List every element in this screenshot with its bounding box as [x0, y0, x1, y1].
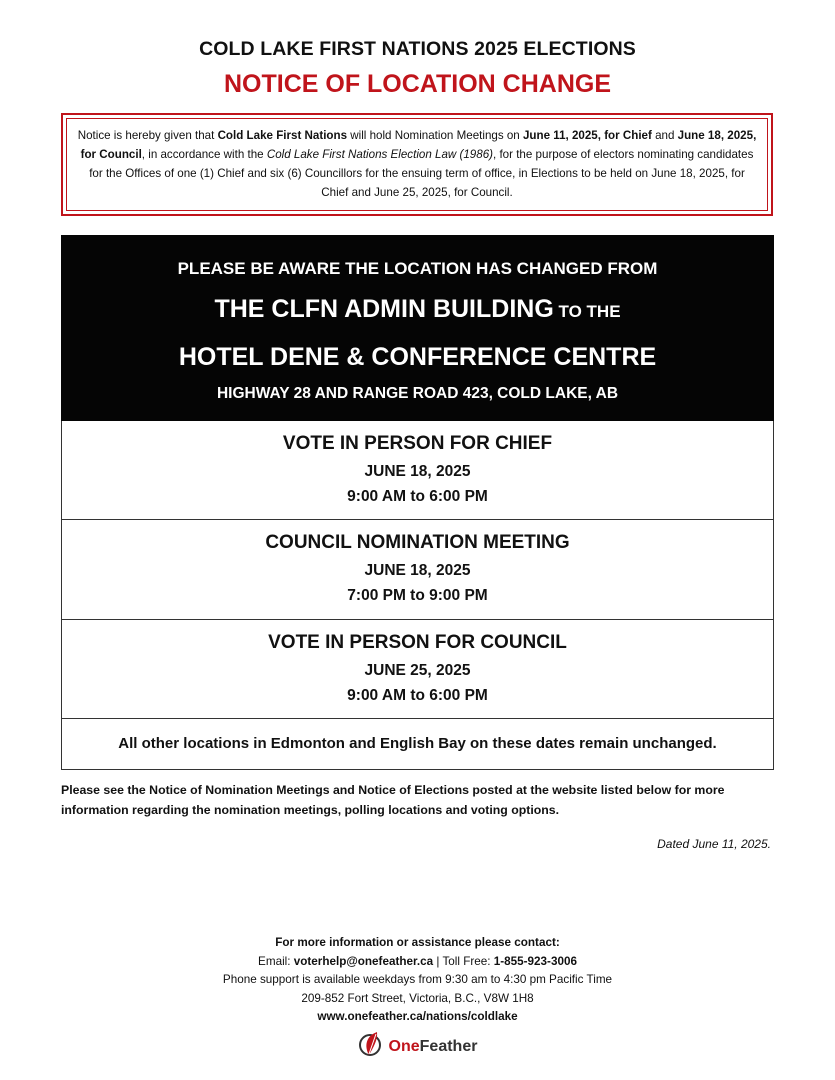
schedule-row [62, 421, 773, 520]
notice-text-3: and [651, 129, 678, 142]
mailing-address: 209-852 Fort Street, Victoria, B.C., V8W 1H8 [301, 991, 534, 1005]
logo-word-feather: Feather [419, 1037, 478, 1055]
dated-line: Dated June 11, 2025. [657, 837, 771, 851]
toll-free-number[interactable]: 1-855-923-3006 [493, 954, 577, 968]
notice-bold-chief-date: June 11, 2025, for Chief [522, 129, 652, 142]
phone-support-hours: Phone support is available weekdays from 9:30 am to 4:30 pm Pacific Time [222, 973, 613, 986]
old-location: THE CLFN ADMIN BUILDING [214, 295, 554, 323]
event-time: 9:00 AM to 6:00 PM [347, 687, 488, 704]
page-subtitle: NOTICE OF LOCATION CHANGE [223, 70, 612, 98]
new-location-address: HIGHWAY 28 AND RANGE ROAD 423, COLD LAKE, AB [216, 385, 619, 402]
notice-text-1: Notice is hereby given that [77, 129, 218, 142]
notice-text [66, 118, 768, 211]
event-date: JUNE 25, 2025 [364, 662, 471, 679]
unchanged-locations-note: All other locations in Edmonton and English Bay on these dates remain unchanged. [118, 735, 717, 752]
notice-text-2: will hold Nomination Meetings on [347, 129, 523, 142]
event-title: VOTE IN PERSON FOR CHIEF [282, 433, 553, 454]
notice-election-law: Cold Lake First Nations Election Law (1986) [266, 148, 494, 161]
location-from [61, 295, 774, 324]
email-link[interactable]: voterhelp@onefeather.ca [293, 954, 434, 968]
event-title: COUNCIL NOMINATION MEETING [265, 532, 570, 553]
schedule-row [62, 620, 773, 719]
location-change-intro: PLEASE BE AWARE THE LOCATION HAS CHANGED FROM [177, 259, 658, 278]
event-time: 7:00 PM to 9:00 PM [347, 587, 488, 604]
unchanged-locations-row [62, 719, 773, 770]
page-title: COLD LAKE FIRST NATIONS 2025 ELECTIONS [199, 38, 636, 60]
new-location: HOTEL DENE & CONFERENCE CENTRE [178, 343, 657, 371]
toll-free-label: | Toll Free: [433, 954, 494, 968]
event-date: JUNE 18, 2025 [364, 463, 471, 480]
notice-bold-nation: Cold Lake First Nations [217, 129, 348, 142]
event-date: JUNE 18, 2025 [364, 562, 471, 579]
email-label: Email: [258, 954, 294, 968]
website-link[interactable]: www.onefeather.ca/nations/coldlake [317, 1010, 518, 1023]
to-the-label: TO THE [553, 302, 621, 321]
notice-bold-council-date: June 18, 2025, for Council [80, 129, 757, 161]
contact-email-phone [0, 953, 835, 972]
feather-circle-icon [358, 1030, 384, 1063]
onefeather-logo [0, 1030, 835, 1063]
notice-box [61, 113, 773, 216]
schedule-row [62, 520, 773, 620]
event-time: 9:00 AM to 6:00 PM [347, 488, 488, 505]
notice-text-4: , in accordance with the [141, 148, 267, 161]
event-title: VOTE IN PERSON FOR COUNCIL [268, 632, 567, 653]
contact-footer [0, 934, 835, 1027]
logo-wordmark [389, 1037, 478, 1057]
contact-heading: For more information or assistance please contact: [275, 936, 560, 949]
schedule-table [61, 421, 774, 770]
notice-text-5: , for the purpose of electors nominating candidates for the Offices of one (1) Chief and six (6) Councillors for the ensuing term of office, in Elections to be held on June 18, 2025, for Chief and June 25, 2025, for Council. [89, 148, 754, 199]
more-info-paragraph: Please see the Notice of Nomination Meetings and Notice of Elections posted at the website listed below for more information regarding the nomination meetings, polling locations and voting options. [61, 783, 725, 817]
logo-word-one: One [388, 1037, 420, 1055]
location-change-banner [61, 235, 774, 421]
